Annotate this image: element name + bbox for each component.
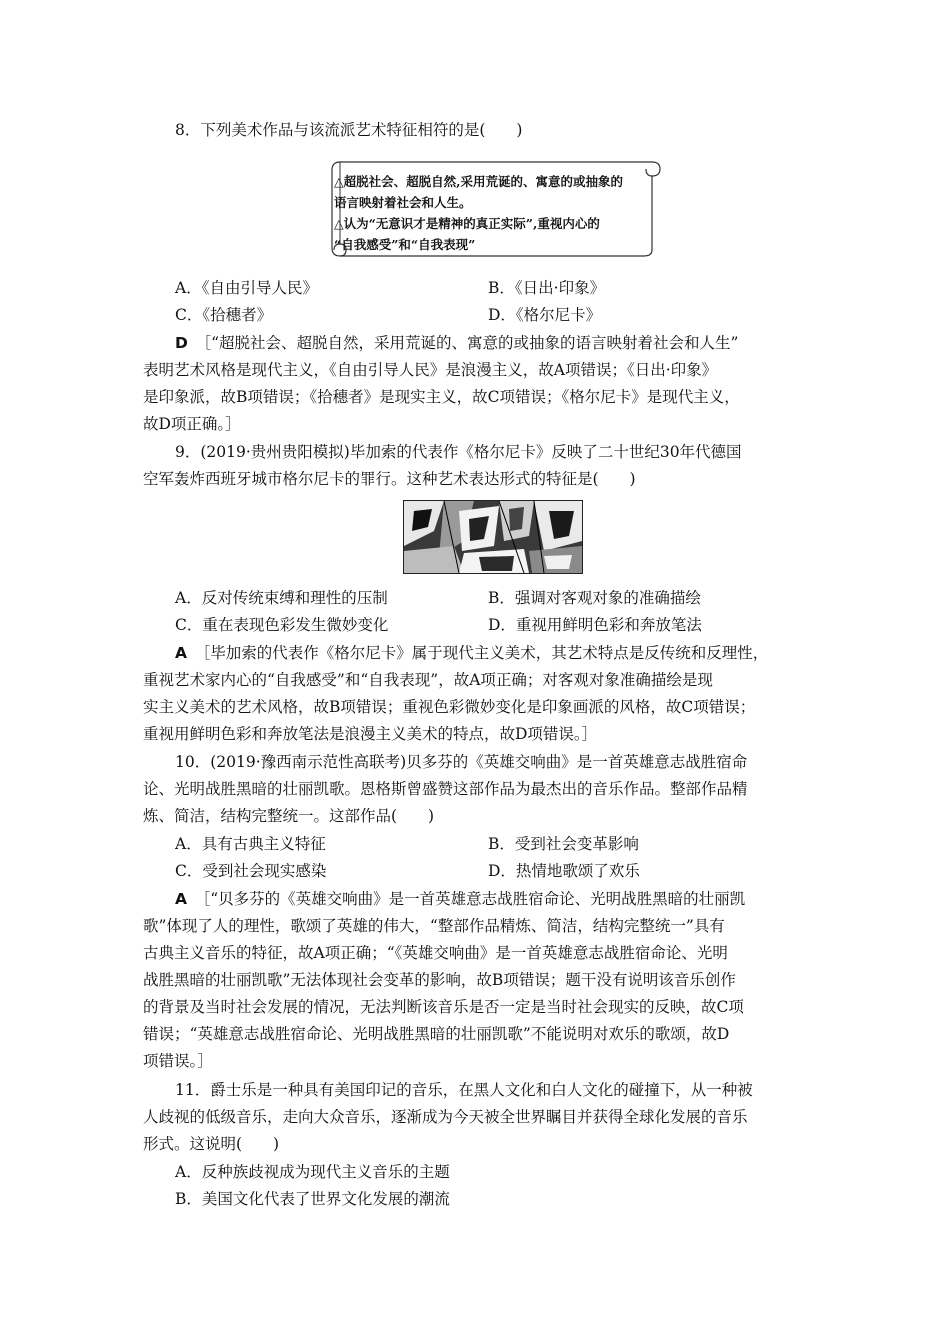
q8-answer-line-3: 是印象派，故B项错误；《拾穗者》是现实主义，故C项错误；《格尔尼卡》是现代主义，	[143, 388, 740, 406]
scroll-line-1: △超脱社会、超脱自然,采用荒诞的、寓意的或抽象的	[334, 174, 623, 189]
q9-option-c: C．重在表现色彩发生微妙变化	[175, 616, 389, 634]
q9-stem-line-1: 9．(2019·贵州贵阳模拟)毕加索的代表作《格尔尼卡》反映了二十世纪30年代德国	[175, 443, 742, 461]
q8-answer-letter: D	[175, 334, 188, 352]
q8-stem: 8．下列美术作品与该流派艺术特征相符的是( )	[175, 121, 523, 139]
q10-option-d: D．热情地歌颂了欢乐	[488, 862, 640, 880]
scroll-line-4: “自我感受”和“自我表现”	[334, 237, 476, 252]
scroll-line-2: 语言映射着社会和人生。	[334, 195, 472, 210]
q11-stem-line-3: 形式。这说明( )	[143, 1135, 280, 1153]
q8-answer-line-2: 表明艺术风格是现代主义，《自由引导人民》是浪漫主义，故A项错误；《日出·印象》	[143, 361, 718, 379]
q10-answer-line-2: 歌”体现了人的理性，歌颂了英雄的伟大，“整部作品精炼、简洁，结构完整统一”具有	[143, 917, 725, 935]
q10-answer-line-3: 古典主义音乐的特征，故A项正确；“《英雄交响曲》是一首英雄意志战胜宿命论、光明	[143, 944, 728, 962]
q9-stem-line-2: 空军轰炸西班牙城市格尔尼卡的罪行。这种艺术表达形式的特征是( )	[143, 470, 636, 488]
q9-answer-letter: A	[175, 644, 187, 662]
scroll-line-3: △认为“无意识才是精神的真正实际”,重视内心的	[334, 216, 600, 231]
q8-answer-line-1: D ［“超脱社会、超脱自然，采用荒诞的、寓意的或抽象的语言映射着社会和人生”	[175, 334, 739, 352]
q10-answer-line-1: A ［“贝多芬的《英雄交响曲》是一首英雄意志战胜宿命论、光明战胜黑暗的壮丽凯	[175, 890, 746, 908]
q8-option-d: D．《格尔尼卡》	[488, 306, 602, 324]
q8-option-b: B．《日出·印象》	[488, 279, 606, 297]
q10-answer-line-6: 错误；“英雄意志战胜宿命论、光明战胜黑暗的壮丽凯歌”不能说明对欢乐的歌颂，故D	[143, 1025, 730, 1043]
q9-answer-line-2: 重视艺术家内心的“自我感受”和“自我表现”，故A项正确；对客观对象准确描绘是现	[143, 671, 713, 689]
q10-answer-line-7: 项错误。］	[143, 1052, 213, 1070]
q10-option-b: B．受到社会变革影响	[488, 835, 639, 853]
q10-stem-line-1: 10．(2019·豫西南示范性高联考)贝多芬的《英雄交响曲》是一首英雄意志战胜宿命	[175, 753, 748, 771]
q11-stem-line-2: 人歧视的低级音乐，走向大众音乐，逐渐成为今天被全世界瞩目并获得全球化发展的音乐	[143, 1108, 748, 1126]
q11-option-b: B．美国文化代表了世界文化发展的潮流	[175, 1190, 450, 1208]
q9-answer-line-1: A ［毕加索的代表作《格尔尼卡》属于现代主义美术，其艺术特点是反传统和反理性，	[175, 644, 769, 662]
q10-answer-letter: A	[175, 890, 187, 908]
q10-stem-line-2: 论、光明战胜黑暗的壮丽凯歌。恩格斯曾盛赞这部作品为最杰出的音乐作品。整部作品精	[143, 780, 748, 798]
q9-option-a: A．反对传统束缚和理性的压制	[175, 589, 388, 607]
q10-answer-line-4: 战胜黑暗的壮丽凯歌”无法体现社会变革的影响，故B项错误；题干没有说明该音乐创作	[143, 971, 736, 989]
q8-answer-line-4: 故D项正确。］	[143, 415, 241, 433]
q11-stem-line-1: 11．爵士乐是一种具有美国印记的音乐，在黑人文化和白人文化的碰撞下，从一种被	[175, 1081, 753, 1099]
q9-option-b: B．强调对客观对象的准确描绘	[488, 589, 701, 607]
q10-option-a: A．具有古典主义特征	[175, 835, 326, 853]
q11-option-a: A．反种族歧视成为现代主义音乐的主题	[175, 1163, 450, 1181]
q8-option-a: A．《自由引导人民》	[175, 279, 318, 297]
q9-option-d: D．重视用鲜明色彩和奔放笔法	[488, 616, 702, 634]
q9-answer-line-4: 重视用鲜明色彩和奔放笔法是浪漫主义美术的特点，故D项错误。］	[143, 725, 598, 743]
q10-stem-line-3: 炼、简洁，结构完整统一。这部作品( )	[143, 807, 435, 825]
q8-option-c: C．《拾穗者》	[175, 306, 273, 324]
q10-answer-line-5: 的背景及当时社会发展的情况，无法判断该音乐是否一定是当时社会现实的反映，故C项	[143, 998, 744, 1016]
guernica-painting-image	[403, 500, 583, 574]
q9-answer-line-3: 实主义美术的艺术风格，故B项错误；重视色彩微妙变化是印象画派的风格，故C项错误；	[143, 698, 756, 716]
q10-option-c: C．受到社会现实感染	[175, 862, 327, 880]
